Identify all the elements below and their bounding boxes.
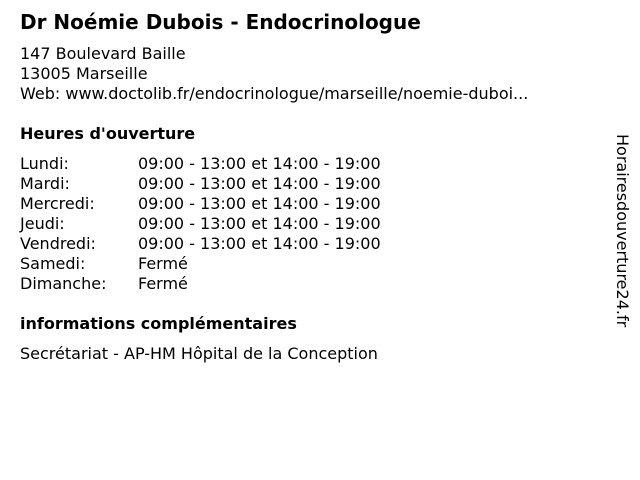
hours-row-vendredi (20, 234, 440, 254)
day-hours: 09:00 - 13:00 et 14:00 - 19:00 (138, 194, 381, 213)
hours-row-mercredi (20, 194, 440, 214)
day-hours: Fermé (138, 254, 188, 273)
day-hours: 09:00 - 13:00 et 14:00 - 19:00 (138, 154, 381, 173)
hours-row-samedi (20, 254, 440, 274)
hours-row-jeudi (20, 214, 440, 234)
additional-info-heading: informations complémentaires (20, 314, 297, 333)
day-label: Jeudi: (20, 214, 65, 233)
hours-row-lundi (20, 154, 440, 174)
opening-hours-table (20, 154, 440, 294)
website-link[interactable]: Web: www.doctolib.fr/endocrinologue/marseille/noemie-duboi... (20, 84, 529, 103)
day-label: Lundi: (20, 154, 69, 173)
additional-info-text: Secrétariat - AP-HM Hôpital de la Conception (20, 344, 378, 363)
hours-row-mardi (20, 174, 440, 194)
opening-hours-heading: Heures d'ouverture (20, 124, 196, 143)
day-label: Vendredi: (20, 234, 96, 253)
day-label: Dimanche: (20, 274, 107, 293)
page-title: Dr Noémie Dubois - Endocrinologue (20, 10, 421, 34)
day-hours: 09:00 - 13:00 et 14:00 - 19:00 (138, 214, 381, 233)
day-hours: 09:00 - 13:00 et 14:00 - 19:00 (138, 234, 381, 253)
address-street: 147 Boulevard Baille (20, 44, 186, 63)
day-hours: 09:00 - 13:00 et 14:00 - 19:00 (138, 174, 381, 193)
address-block (20, 44, 528, 104)
day-label: Mardi: (20, 174, 70, 193)
day-hours: Fermé (138, 274, 188, 293)
hours-row-dimanche (20, 274, 440, 294)
brand-watermark: Horairesdouverture24.fr (613, 134, 632, 328)
address-city: 13005 Marseille (20, 64, 148, 83)
day-label: Samedi: (20, 254, 86, 273)
day-label: Mercredi: (20, 194, 95, 213)
